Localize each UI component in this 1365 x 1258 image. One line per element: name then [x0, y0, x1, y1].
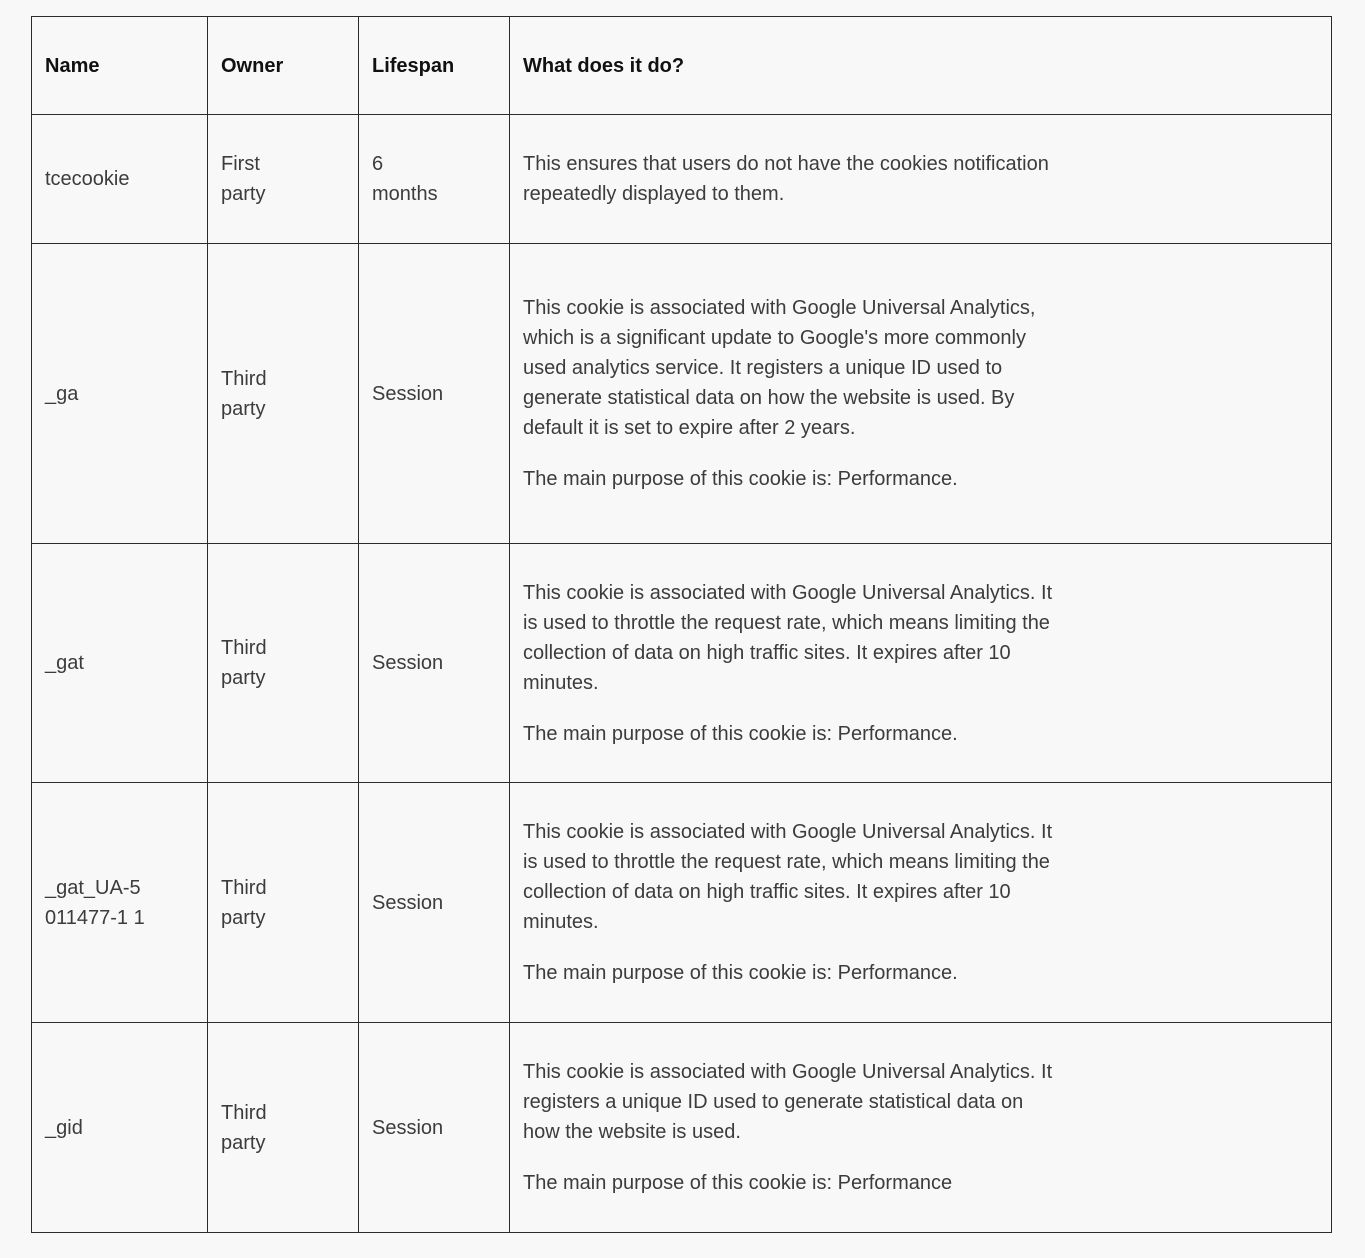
- header-row: [32, 17, 1332, 115]
- cookie-name: _gat_UA-5011477-1 1: [45, 876, 145, 929]
- cell-description: [510, 544, 1332, 783]
- cell-lifespan: [359, 244, 510, 544]
- cell-owner: [208, 544, 359, 783]
- cookie-purpose: The main purpose of this cookie is: Performance.: [523, 962, 958, 984]
- table-row: [32, 115, 1332, 244]
- table-body: [32, 115, 1332, 1233]
- header-name: Name: [32, 17, 208, 115]
- cell-description: [510, 783, 1332, 1023]
- cookie-owner: Third party: [221, 367, 267, 420]
- cookie-description: This cookie is associated with Google Universal Analytics. It is used to throttle the request rate, which means limiting the collection of data on high traffic sites. It expires after 10 minutes.: [523, 821, 1053, 933]
- description-block: [523, 149, 1063, 209]
- cookie-purpose: The main purpose of this cookie is: Performance: [523, 1172, 953, 1194]
- cell-lifespan: [359, 1023, 510, 1233]
- description-block: [523, 817, 1063, 988]
- cookie-description: This ensures that users do not have the cookies notification repeatedly displayed to them.: [523, 153, 1049, 205]
- header-what: What does it do?: [510, 17, 1332, 115]
- table-row: [32, 544, 1332, 783]
- cell-name: [32, 1023, 208, 1233]
- cookie-name: tcecookie: [45, 168, 130, 190]
- table-row: [32, 1023, 1332, 1233]
- cookie-owner: Third party: [221, 876, 267, 929]
- cookie-lifespan: Session: [372, 891, 444, 914]
- cookie-lifespan: Session: [372, 382, 444, 405]
- cell-owner: [208, 1023, 359, 1233]
- cookie-table: [31, 16, 1332, 1233]
- description-block: [523, 1057, 1063, 1198]
- cell-owner: [208, 783, 359, 1023]
- header-owner: Owner: [208, 17, 359, 115]
- cell-owner: [208, 115, 359, 244]
- table-row: [32, 783, 1332, 1023]
- cell-lifespan: [359, 115, 510, 244]
- cell-name: [32, 783, 208, 1023]
- cookie-description: This cookie is associated with Google Universal Analytics. It registers a unique ID used to generate statistical data on how the website is used.: [523, 1061, 1053, 1143]
- cookie-lifespan: 6 months: [372, 153, 438, 205]
- cookie-name: _gid: [45, 1116, 83, 1139]
- description-block: [523, 293, 1063, 494]
- cookie-name: _gat: [45, 652, 84, 674]
- cookie-owner: First party: [221, 153, 266, 205]
- cookie-description: This cookie is associated with Google Universal Analytics, which is a significant update to Google's more commonly used analytics service. It registers a unique ID used to generate statistical data on how the website is used. By default it is set to expire after 2 years.: [523, 297, 1036, 439]
- description-block: [523, 578, 1063, 749]
- cookie-name: _ga: [45, 382, 79, 405]
- cookie-owner: Third party: [221, 1101, 267, 1154]
- cookie-lifespan: Session: [372, 652, 444, 674]
- table-header: [32, 17, 1332, 115]
- cell-name: [32, 115, 208, 244]
- cell-lifespan: [359, 544, 510, 783]
- header-lifespan: Lifespan: [359, 17, 510, 115]
- cell-name: [32, 244, 208, 544]
- cookie-lifespan: Session: [372, 1116, 444, 1139]
- cell-name: [32, 544, 208, 783]
- cell-description: [510, 244, 1332, 544]
- cell-owner: [208, 244, 359, 544]
- cookie-purpose: The main purpose of this cookie is: Performance.: [523, 722, 958, 745]
- cookie-owner: Third party: [221, 637, 267, 689]
- cell-description: [510, 115, 1332, 244]
- cell-description: [510, 1023, 1332, 1233]
- cell-lifespan: [359, 783, 510, 1023]
- cookie-description: This cookie is associated with Google Universal Analytics. It is used to throttle the request rate, which means limiting the collection of data on high traffic sites. It expires after 10 minutes.: [523, 581, 1053, 694]
- cookie-purpose: The main purpose of this cookie is: Performance.: [523, 468, 958, 490]
- table-row: [32, 244, 1332, 544]
